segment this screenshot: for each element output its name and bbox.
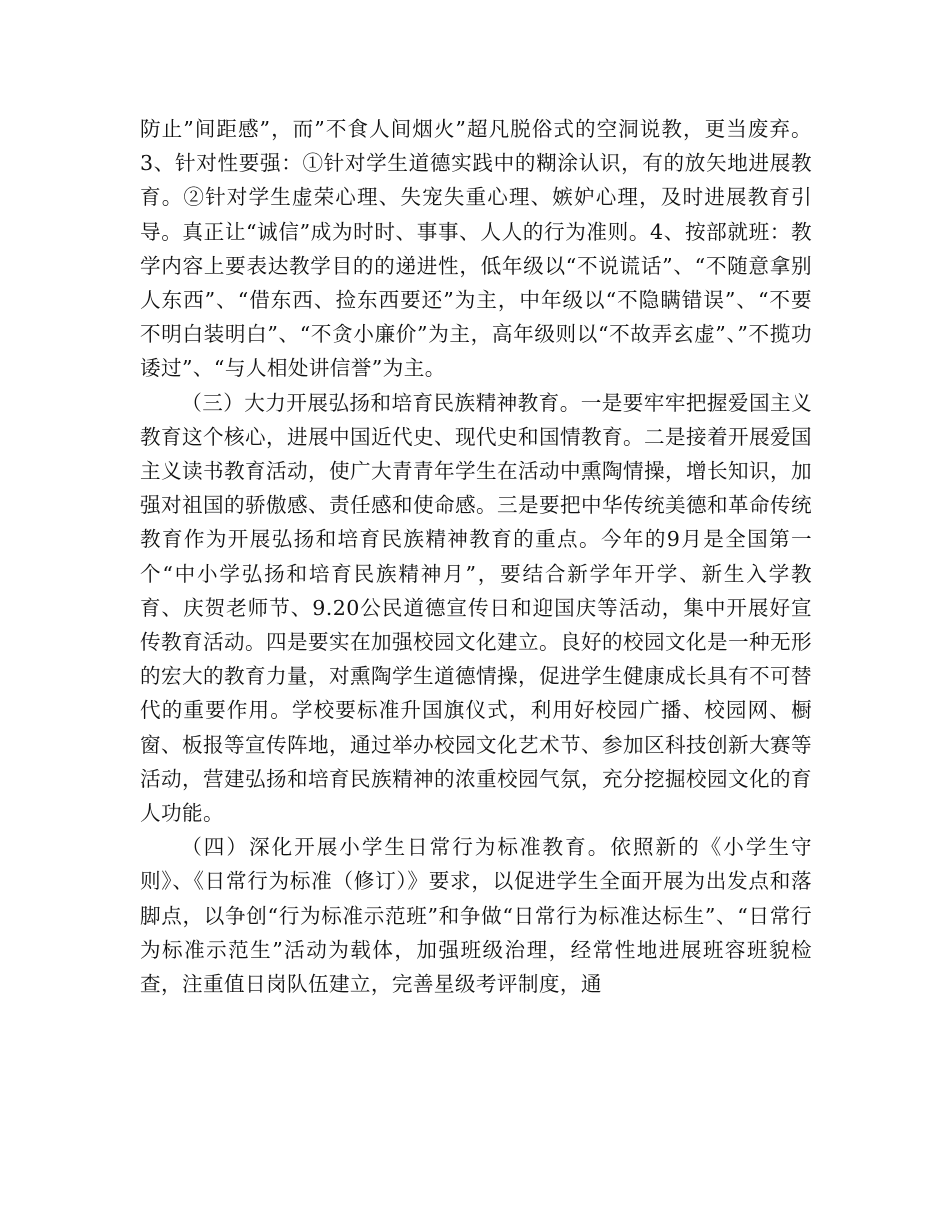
paragraph-honesty-education: 防止”间距感”，而”不食人间烟火”超凡脱俗式的空洞说教，更当废弃。3、针对性要强：①针对学生道德实践中的糊涂认识，有的放矢地进展教育。②针对学生虚荣心理、失宠失重心理、嫉妒心理，及时进展教育引导。真正让“诚信”成为时时、事事、人人的行为准则。4、按部就班：教学内容上要表达教学目的的递进性，低年级以“不说谎话”、“不随意拿别人东西”、“借东西、捡东西要还”为主，中年级以“不隐瞒错误”、“不要不明白装明白”、“不贪小廉价”为主，高年级则以“不故弄玄虚”、”不揽功诿过”、“与人相处讲信誉”为主。 [140,117,812,381]
paragraph-national-spirit: （三）大力开展弘扬和培育民族精神教育。一是要牢牢把握爱国主义教育这个核心，进展中国近代史、现代史和国情教育。二是接着开展爱国主义读书教育活动，使广大青青年学生在活动中熏陶情操，增长知识，加强对祖国的骄傲感、责任感和使命感。三是要把中华传统美德和革命传统教育作为开展弘扬和培育民族精神教育的重点。今年的9月是全国第一个“中小学弘扬和培育民族精神月”，要结合新学年开学、新生入学教育、庆贺老师节、9.20公民道德宣传日和迎国庆等活动，集中开展好宣传教育活动。四是要实在加强校园文化建立。良好的校园文化是一种无形的宏大的教育力量，对熏陶学生道德情操，促进学生健康成长具有不可替代的重要作用。学校要标准升国旗仪式，利用好校园广播、校园网、橱窗、板报等宣传阵地，通过举办校园文化艺术节、参加区科技创新大赛等活动，营建弘扬和培育民族精神的浓重校园气氛，充分挖掘校园文化的育人功能。 [140,390,812,826]
document-page [140,112,812,1001]
paragraph-behavior-standards: （四）深化开展小学生日常行为标准教育。依照新的《小学生守则》、《日常行为标准（修订）》要求，以促进学生全面开展为出发点和落脚点，以争创“行为标准示范班”和争做“日常行为标准达标生”、“日常行为标准示范生”活动为载体，加强班级治理，经常性地进展班容班貌检查，注重值日岗队伍建立，完善星级考评制度，通 [140,835,812,997]
